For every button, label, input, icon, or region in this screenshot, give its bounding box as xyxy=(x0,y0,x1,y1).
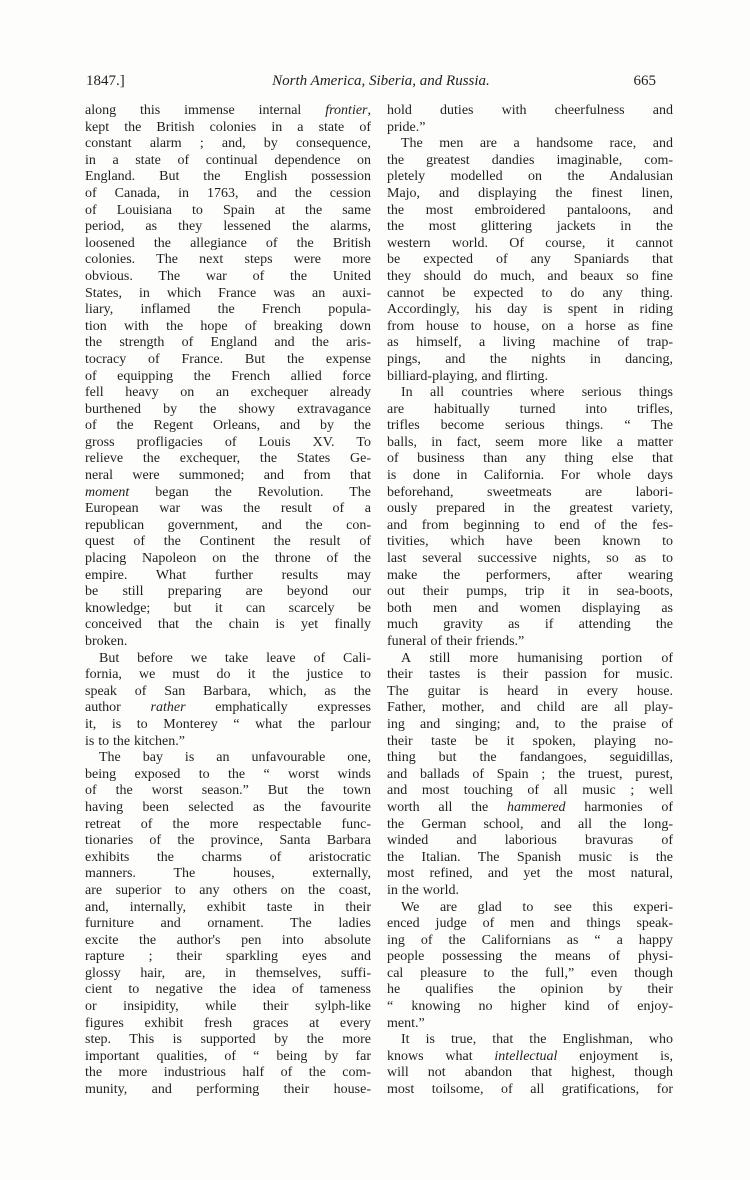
header-page-number: 665 xyxy=(633,73,656,89)
text-line: exhibits the charms of aristocratic xyxy=(85,849,371,865)
text-line: of business than any thing else that xyxy=(387,451,673,467)
text-line: furniture and ornament. The ladies xyxy=(85,916,371,932)
text-line: The guitar is heard in every house. xyxy=(387,683,673,699)
text-line: in the world. xyxy=(387,882,459,898)
text-line: is to the kitchen.” xyxy=(85,733,185,749)
text-line: pings, and the nights in dancing, xyxy=(387,351,673,367)
text-line: western world. Of course, it cannot xyxy=(387,235,673,251)
text-line: colonies. The next steps were more xyxy=(85,252,371,268)
text-line: is done in California. For whole days xyxy=(387,468,673,484)
text-line: from house to house, on a horse as fine xyxy=(387,318,673,334)
text-line: the greatest dandies imaginable, com- xyxy=(387,152,673,168)
text-line: and from beginning to end of the fes- xyxy=(387,517,673,533)
text-line: pride.” xyxy=(387,119,426,135)
text-line: it, is to Monterey “ what the parlour xyxy=(85,716,371,732)
text-line: cient to negative the idea of tameness xyxy=(85,982,371,998)
text-line: the more industrious half of the com- xyxy=(85,1065,371,1081)
text-line: States, in which France was an auxi- xyxy=(85,285,371,301)
text-line: The men are a handsome race, and xyxy=(401,136,673,152)
text-line: make the performers, after wearing xyxy=(387,567,673,583)
text-line: It is true, that the Englishman, who xyxy=(401,1032,673,1048)
page-header xyxy=(86,73,656,90)
text-line: will not abandon that highest, though xyxy=(387,1065,673,1081)
text-line: figures exhibit fresh graces at every xyxy=(85,1015,371,1031)
text-line: beforehand, sweetmeats are labori- xyxy=(387,484,673,500)
text-line: fell heavy on an exchequer already xyxy=(85,385,371,401)
text-line: cannot be expected to do any thing. xyxy=(387,285,673,301)
text-line: speak of San Barbara, which, as the xyxy=(85,683,371,699)
text-line: billiard-playing, and flirting. xyxy=(387,368,548,384)
text-line: cal pleasure to the full,” even though xyxy=(387,965,673,981)
text-line: tivities, which have been known to xyxy=(387,534,673,550)
text-line: ing and singing; and, to the praise of xyxy=(387,716,673,732)
text-line: and, internally, exhibit taste in their xyxy=(85,899,371,915)
text-line: tionaries of the province, Santa Barbara xyxy=(85,833,371,849)
text-line: relieve the exchequer, the States Ge- xyxy=(85,451,371,467)
text-line: fornia, we must do it the justice to xyxy=(85,667,371,683)
text-line: of the worst season.” But the town xyxy=(85,783,371,799)
text-line: liary, inflamed the French popula- xyxy=(85,302,371,318)
text-line: and most touching of all music ; well xyxy=(387,783,673,799)
text-line: Father, mother, and child are all play- xyxy=(387,700,673,716)
text-line: he qualifies the opinion by their xyxy=(387,982,673,998)
text-line: tion with the hope of breaking down xyxy=(85,318,371,334)
text-line: are habitually turned into trifles, xyxy=(387,401,673,417)
text-line: in a state of continual dependence on xyxy=(85,152,371,168)
text-line: both men and women displaying as xyxy=(387,600,673,616)
text-line: loosened the allegiance of the British xyxy=(85,235,371,251)
text-line: manners. The houses, externally, xyxy=(85,866,371,882)
text-line: balls, in fact, seem more like a matter xyxy=(387,434,673,450)
text-line: rapture ; their sparkling eyes and xyxy=(85,949,371,965)
text-line: along this immense internal frontier, xyxy=(85,103,371,118)
text-line: The bay is an unfavourable one, xyxy=(99,750,371,766)
text-line: Majo, and displaying the finest linen, xyxy=(387,185,673,201)
text-line: England. But the English possession xyxy=(85,169,371,185)
text-line: the most glittering jackets in the xyxy=(387,219,673,235)
text-line: author rather emphatically expresses xyxy=(85,700,371,716)
text-line: ing of the Californians as “ a happy xyxy=(387,932,673,948)
text-line: the German school, and all the long- xyxy=(387,816,673,832)
text-line: of Canada, in 1763, and the cession xyxy=(85,185,371,201)
text-line: But before we take leave of Cali- xyxy=(99,650,371,666)
text-line: worth all the hammered harmonies of xyxy=(387,799,673,815)
text-line: obvious. The war of the United xyxy=(85,268,371,284)
text-line: most refined, and yet the most natural, xyxy=(387,866,673,882)
text-line: important qualities, of “ being by far xyxy=(85,1048,371,1064)
text-line: ously prepared in the greatest variety, xyxy=(387,501,673,517)
text-line: funeral of their friends.” xyxy=(387,634,525,649)
text-line: retreat of the more respectable func- xyxy=(85,816,371,832)
text-line: neral were summoned; and from that xyxy=(85,468,371,484)
text-line: as himself, a living machine of trap- xyxy=(387,335,673,351)
text-line: their taste be it spoken, playing no- xyxy=(387,733,673,749)
text-line: broken. xyxy=(85,634,128,649)
text-line: winded and laborious bravuras of xyxy=(387,833,673,849)
text-line: kept the British colonies in a state of xyxy=(85,119,371,135)
text-line: the strength of England and the aris- xyxy=(85,335,371,351)
text-line: pletely modelled on the Andalusian xyxy=(387,169,673,185)
text-line: munity, and performing their house- xyxy=(85,1082,371,1098)
header-date: 1847.] xyxy=(86,73,125,89)
text-line: of Louisiana to Spain at the same xyxy=(85,202,371,218)
text-line: enced judge of men and things speak- xyxy=(387,916,673,932)
text-line: being exposed to the “ worst winds xyxy=(85,766,371,782)
text-line: burthened by the showy extravagance xyxy=(85,401,371,417)
text-line: gross profligacies of Louis XV. To xyxy=(85,434,371,450)
text-line: their tastes is their passion for music. xyxy=(387,667,673,683)
text-line: last several successive nights, so as to xyxy=(387,551,673,567)
text-line: the Italian. The Spanish music is the xyxy=(387,849,673,865)
text-line: knowledge; but it can scarcely be xyxy=(85,600,371,616)
text-line: or insipidity, while their sylph-like xyxy=(85,999,371,1015)
text-line: be still preparing are beyond our xyxy=(85,584,371,600)
text-line: European war was the result of a xyxy=(85,501,371,517)
text-line: constant alarm ; and, by consequence, xyxy=(85,136,371,152)
left-column xyxy=(85,103,371,1099)
text-line: conceived that the chain is yet finally xyxy=(85,617,371,633)
text-line: moment began the Revolution. The xyxy=(85,484,371,500)
text-line: ment.” xyxy=(387,1015,425,1031)
text-line: are superior to any others on the coast, xyxy=(85,882,371,898)
text-line: having been selected as the favourite xyxy=(85,799,371,815)
text-line: In all countries where serious things xyxy=(401,385,673,401)
text-line: period, as they lessened the alarms, xyxy=(85,219,371,235)
text-line: of equipping the French allied force xyxy=(85,368,371,384)
text-line: quest of the Continent the result of xyxy=(85,534,371,550)
text-line: the most embroidered pantaloons, and xyxy=(387,202,673,218)
text-line: We are glad to see this experi- xyxy=(401,899,673,915)
text-line: knows what intellectual enjoyment is, xyxy=(387,1048,673,1064)
text-line: tocracy of France. But the expense xyxy=(85,351,371,367)
text-line: of the Regent Orleans, and by the xyxy=(85,418,371,434)
text-line: excite the author's pen into absolute xyxy=(85,932,371,948)
text-line: and ballads of Spain ; the truest, purest, xyxy=(387,766,673,782)
text-line: A still more humanising portion of xyxy=(401,650,673,666)
text-line: “ knowing no higher kind of enjoy- xyxy=(387,999,673,1015)
text-line: republican government, and the con- xyxy=(85,517,371,533)
text-line: placing Napoleon on the throne of the xyxy=(85,551,371,567)
header-title: North America, Siberia, and Russia. xyxy=(272,73,490,89)
text-line: much gravity as if attending the xyxy=(387,617,673,633)
text-line: trifles become serious things. “ The xyxy=(387,418,673,434)
text-line: step. This is supported by the more xyxy=(85,1032,371,1048)
text-line: thing but the fandangoes, seguidillas, xyxy=(387,750,673,766)
text-line: out their pumps, trip it in sea-boots, xyxy=(387,584,673,600)
text-line: empire. What further results may xyxy=(85,567,371,583)
right-column xyxy=(387,103,673,1099)
text-line: people possessing the means of physi- xyxy=(387,949,673,965)
text-line: most toilsome, of all gratifications, for xyxy=(387,1082,673,1098)
text-line: hold duties with cheerfulness and xyxy=(387,103,673,118)
text-line: they should do much, and beaux so fine xyxy=(387,268,673,284)
text-line: glossy hair, are, in themselves, suffi- xyxy=(85,965,371,981)
text-line: Accordingly, his day is spent in riding xyxy=(387,302,673,318)
text-columns xyxy=(85,103,673,1099)
text-line: be expected of any Spaniards that xyxy=(387,252,673,268)
